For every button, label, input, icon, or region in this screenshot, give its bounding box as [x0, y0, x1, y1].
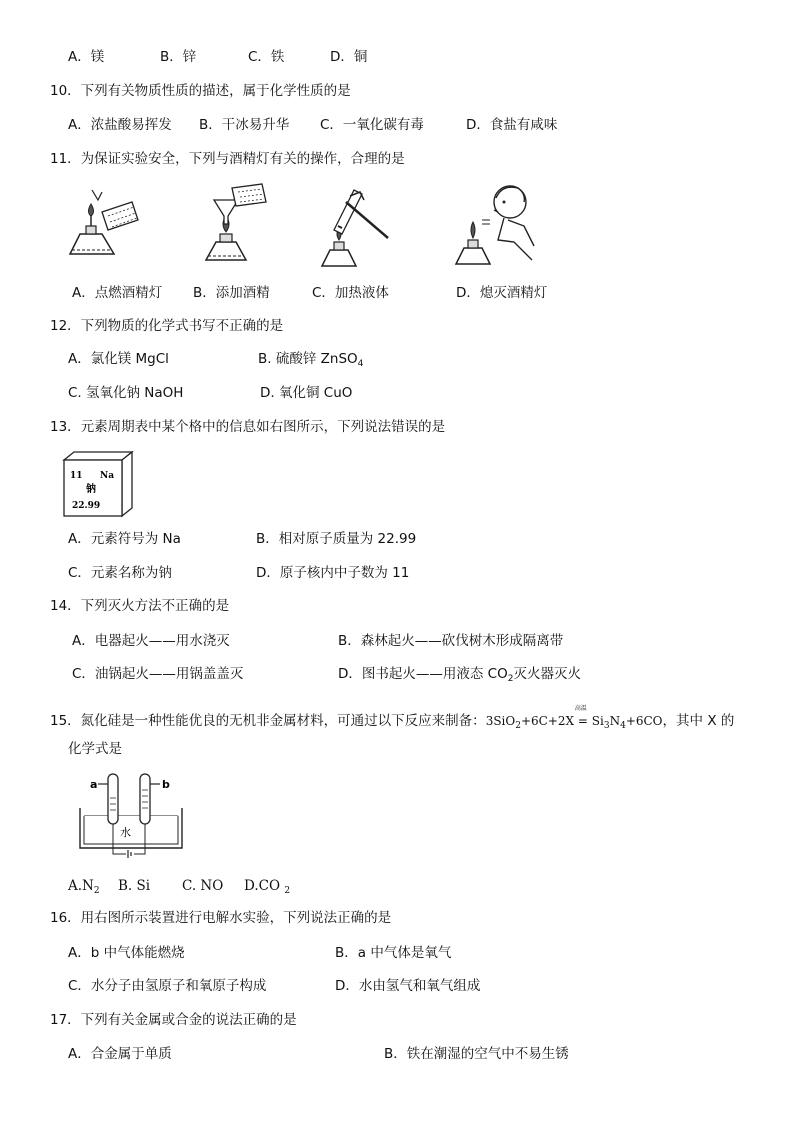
cell-name: 钠	[86, 484, 96, 495]
q15-option-a	[68, 877, 100, 895]
q15-equation	[485, 705, 663, 731]
q10-option-a: A．浓盐酸易挥发	[68, 117, 172, 133]
q12-option-b-text: B. 硫酸锌 ZnSO	[258, 351, 358, 367]
q11-option-b: B．添加酒精	[193, 285, 270, 301]
q12-option-b	[258, 350, 363, 368]
q15-option-c: C. NO	[182, 878, 224, 894]
q10-option-c: C．一氧化碳有毒	[320, 117, 424, 133]
q17-option-b: B．铁在潮湿的空气中不易生锈	[384, 1046, 569, 1062]
cell-atomic-number: 11	[70, 471, 83, 481]
periodic-table-cell	[62, 450, 134, 518]
eq-reactants: +6C+2X	[520, 714, 575, 728]
q16-option-c: C．水分子由氢原子和氧原子构成	[68, 978, 267, 994]
q13-option-c: C．元素名称为钠	[68, 565, 172, 581]
figure-add-alcohol	[196, 182, 282, 270]
cell-symbol: Na	[100, 471, 115, 481]
q11-option-c: C．加热液体	[312, 285, 389, 301]
eq-co: +6CO	[625, 714, 663, 728]
eq-si: Si	[591, 714, 604, 728]
q10-stem: 10．下列有关物质性质的描述，属于化学性质的是	[50, 83, 351, 99]
q15-stem-line2: 化学式是	[68, 741, 122, 757]
eq-sio2: 3SiO	[485, 714, 516, 728]
q14-option-b: B．森林起火——砍伐树木形成隔离带	[338, 633, 564, 649]
eq-equals	[574, 705, 588, 730]
q17-stem: 17．下列有关金属或合金的说法正确的是	[50, 1012, 297, 1028]
q14-option-d-text: D．图书起火——用液态 CO	[338, 666, 508, 682]
eq-sign: =	[577, 714, 588, 728]
q15-stem-tail: ，其中 X 的	[662, 713, 735, 729]
q10-option-d: D．食盐有咸味	[466, 117, 558, 133]
q15-option-d	[244, 877, 290, 895]
q15-option-a-text: A.N	[68, 878, 94, 894]
q14-option-d-tail: 灭火器灭火	[513, 666, 581, 682]
q11-stem: 11．为保证实验安全，下列与酒精灯有关的操作，合理的是	[50, 151, 405, 167]
label-water: 水	[120, 826, 131, 839]
q14-option-d-sub: 2	[507, 674, 514, 684]
eq-sio2-sub: 2	[515, 721, 521, 731]
q15-option-d-sub: 2	[284, 886, 291, 896]
q13-stem: 13．元素周期表中某个格中的信息如右图所示，下列说法错误的是	[50, 419, 446, 435]
q10-option-b: B．干冰易升华	[199, 117, 290, 133]
eq-n: N	[609, 714, 621, 728]
q12-option-c: C. 氢氧化钠 NaOH	[68, 385, 184, 401]
q9-option-b: B．锌	[160, 49, 197, 65]
q14-option-c: C．油锅起火——用锅盖盖灭	[72, 666, 244, 682]
figure-heat-liquid	[310, 182, 400, 274]
q12-option-d: D. 氧化铜 CuO	[260, 385, 353, 401]
q12-option-a: A．氯化镁 MgCl	[68, 351, 169, 367]
q16-option-a: A．b 中气体能燃烧	[68, 945, 185, 961]
label-b: b	[162, 778, 170, 791]
eq-condition: 高温	[574, 705, 587, 712]
q13-option-a: A．元素符号为 Na	[68, 531, 181, 547]
figure-extinguish-lamp	[448, 180, 538, 272]
q16-option-d: D．水由氢气和氧气组成	[335, 978, 481, 994]
figure-light-lamp	[62, 182, 148, 270]
eq-si-sub: 3	[603, 721, 610, 731]
q15-stem	[50, 705, 735, 731]
q14-option-a: A．电器起火——用水浇灭	[72, 633, 230, 649]
q16-option-b: B．a 中气体是氧气	[335, 945, 452, 961]
q15-option-d-text: D.CO	[244, 878, 281, 894]
cell-mass: 22.99	[72, 501, 101, 511]
q14-stem: 14．下列灭火方法不正确的是	[50, 598, 230, 614]
q12-stem: 12．下列物质的化学式书写不正确的是	[50, 318, 284, 334]
q9-option-d: D．铜	[330, 49, 368, 65]
eq-n-sub: 4	[620, 721, 626, 731]
q11-option-d: D．熄灭酒精灯	[456, 285, 548, 301]
q15-option-b: B. Si	[118, 878, 151, 894]
q15-option-a-sub: 2	[93, 886, 100, 896]
label-a: a	[90, 778, 98, 791]
q13-option-b: B．相对原子质量为 22.99	[256, 531, 417, 547]
q15-stem-text: 15．氮化硅是一种性能优良的无机非金属材料，可通过以下反应来制备：	[50, 713, 486, 729]
q9-option-c: C．铁	[248, 49, 285, 65]
q14-option-d	[338, 665, 581, 683]
q16-stem: 16．用右图所示装置进行电解水实验，下列说法正确的是	[50, 910, 392, 926]
q17-option-a: A．合金属于单质	[68, 1046, 172, 1062]
electrolysis-apparatus	[78, 770, 188, 862]
q9-option-a: A．镁	[68, 49, 105, 65]
q12-option-b-sub: 4	[357, 359, 364, 369]
q13-option-d: D．原子核内中子数为 11	[256, 565, 410, 581]
q11-option-a: A．点燃酒精灯	[72, 285, 163, 301]
